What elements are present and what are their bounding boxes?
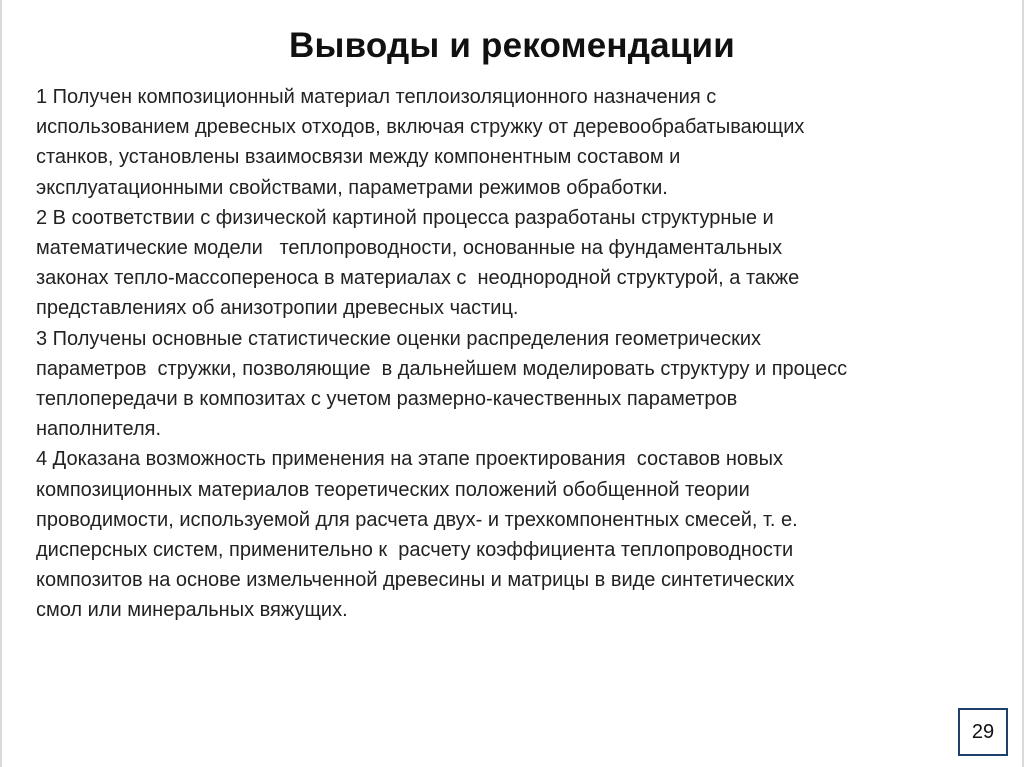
text-line: параметров стружки, позволяющие в дальнейшем моделировать структуру и процесс [36, 357, 848, 380]
text-line: проводимости, используемой для расчета двух- и трехкомпонентных смесей, т. е. [36, 508, 798, 531]
slide-border-left [0, 0, 2, 767]
text-line: дисперсных систем, применительно к расчету коэффициента теплопроводности [36, 539, 794, 562]
text-line: математические модели теплопроводности, основанные на фундаментальных [36, 237, 783, 260]
slide-title: Выводы и рекомендации [289, 26, 735, 65]
text-line: 1 Получен композиционный материал теплоизоляционного назначения с [36, 86, 717, 108]
conclusion-item-4 [36, 444, 1011, 625]
text-line: использованием древесных отходов, включая стружку от деревообрабатывающих [36, 116, 805, 139]
slide-body [36, 82, 1011, 626]
text-line: смол или минеральных вяжущих. [36, 599, 348, 622]
text-line: эксплуатационными свойствами, параметрами режимов обработки. [36, 176, 668, 199]
text-line: 3 Получены основные статистические оценки распределения геометрических [36, 327, 762, 350]
text-line: законах тепло-массопереноса в материалах с неоднородной структурой, а также [36, 267, 800, 290]
text-line: 2 В соответствии с физической картиной процесса разработаны структурные и [36, 206, 774, 229]
text-line: композитов на основе измельченной древесины и матрицы в виде синтетических [36, 569, 795, 592]
conclusion-item-1 [36, 82, 1011, 203]
text-line: 4 Доказана возможность применения на этапе проектирования составов новых [36, 448, 784, 471]
text-line: теплопередачи в композитах с учетом размерно-качественных параметров [36, 388, 738, 411]
conclusion-item-3 [36, 324, 1011, 445]
text-line: станков, установлены взаимосвязи между компонентным составом и [36, 146, 681, 169]
text-line: представлениях об анизотропии древесных частиц. [36, 297, 519, 320]
text-line: наполнителя. [36, 418, 162, 441]
page-number: 29 [958, 708, 1008, 756]
text-line: композиционных материалов теоретических положений обобщенной теории [36, 478, 750, 501]
conclusion-item-2 [36, 203, 1011, 324]
